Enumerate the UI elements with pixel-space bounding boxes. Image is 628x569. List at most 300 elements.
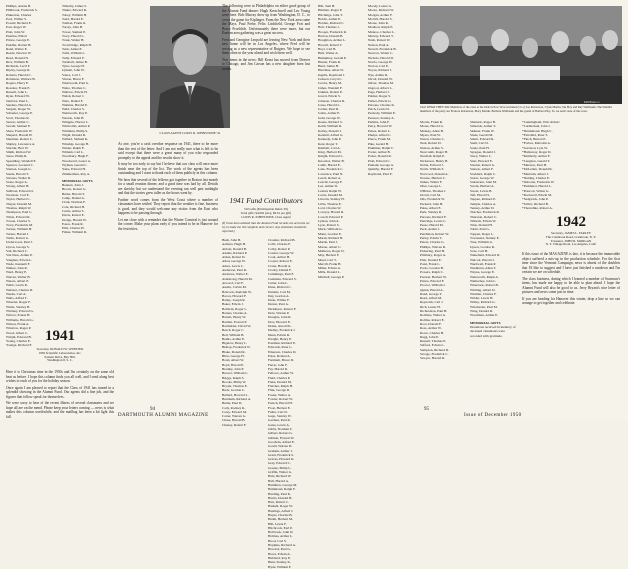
paragraph: The class business, during which I learned a number of Swanson's items, has made me happy to be able to plan ahead. I hope the Alumni Fund will also be good to us. Jerry Bryant's nice letter of pictures and news came just in time. <box>522 276 620 294</box>
memorial-name: *Cunningham, Wm. Robert <box>522 120 560 124</box>
contributor-name: Whitman, Philip S. <box>62 128 88 133</box>
contributor-name: Cady, Rodney K. <box>222 405 246 410</box>
memorial-name: *Marston, Paul H. <box>522 162 547 167</box>
footer-issue-date: Issue of December 1950 <box>464 413 522 418</box>
contributor-name: Holbrook, John D. <box>268 530 294 535</box>
memorial-name: *Talbot, Richard B. <box>522 201 549 206</box>
contributor-name: Keith, William R. <box>318 124 343 129</box>
contributor-name: Norris, George H. <box>368 59 393 64</box>
contributor-name: Turner, Harold J. <box>6 231 30 236</box>
memorial-name: *Langdon, Gerald T. <box>522 158 551 163</box>
secretary-line: Washington 8, S. C. <box>47 358 73 363</box>
contributor-name: Lyman, John A. <box>318 218 340 223</box>
contributor-name: Vaughan, Edwin L. <box>6 257 33 262</box>
contributor-name: Fiske, Donald M. <box>268 379 292 384</box>
contributor-name: Trask, Walter H. <box>62 38 85 43</box>
contributor-name: Tobin, Paul G. <box>470 227 490 232</box>
contributor-name: Abbott, Ronald B. <box>222 246 247 251</box>
contributor-name: Cook, Arthur H. <box>268 255 291 260</box>
memorial-name: Cole, Richard H. <box>62 204 85 209</box>
contributor-name: Marsh, Richard B. <box>318 236 344 241</box>
contributor-name: Hunt, Stanley K. <box>268 560 291 565</box>
memorial-name: Camp, Daniel A. <box>62 196 85 201</box>
contributor-name: Colby, Robert P. <box>268 246 291 251</box>
contributor-name: Mills, Donald L. <box>318 270 341 275</box>
memorial-name: Davis, Robert E. <box>62 213 85 218</box>
contributor-name: Miller, Edwin A. <box>318 266 341 271</box>
contributor-name: Rowe, Charles H. <box>420 330 445 335</box>
secretary-1942 <box>522 232 620 247</box>
contributor-name: Griffin, Walter G. <box>268 470 293 475</box>
contributor-name: Pendleton, Robert W. <box>420 231 450 236</box>
contributor-name: Stetson, Albert F. <box>470 167 494 172</box>
contributor-name: Hammond, Ralph F. <box>268 487 296 492</box>
contributor-name: Rand, George T. <box>420 291 443 296</box>
contributor-name: Philbrook, Frederick S. <box>6 8 38 13</box>
contributor-name: Warren, Walter B. <box>6 274 31 279</box>
contributor-name: Orcutt, Carl M. <box>420 193 441 198</box>
contributor-name: Houghton, Arthur L. <box>318 38 346 43</box>
contributor-name: Alden, Robert D. <box>222 255 246 260</box>
contributor-name: Rossiter, Frank E. <box>6 85 31 90</box>
contributor-name: Eastman, Richard E. <box>268 341 296 346</box>
contributor-name: Lovejoy, Harold R. <box>318 210 345 215</box>
contributor-name: Newhall, Ralph E. <box>420 154 446 159</box>
memorial-name: Dodge, Harold W. <box>62 217 87 222</box>
contributor-name: Knight, Edward L. <box>318 154 344 159</box>
contributor-name: Nichols, Harold D. <box>368 55 394 60</box>
contributor-name: Tenney, Arthur D. <box>470 205 495 210</box>
contributor-name: Fellows, Arthur W. <box>268 371 294 376</box>
contributor-name: Sinclair, Bert W. <box>6 145 29 150</box>
contributor-name: White, Stanley B. <box>6 304 31 309</box>
paragraph: It may be too early to say but I believe that our class will once more finish near the top of the list. The work of the agents has been outstanding and I want to thank each of them publicly in this column. <box>118 162 218 175</box>
page-number-right: 95 <box>424 407 429 412</box>
memorial-name: *Forbes, Malcolm A. <box>522 141 551 146</box>
contributor-name: Trowbridge, Ralph H. <box>62 42 92 47</box>
contributor-name: Seaver, Arthur C. <box>6 120 30 125</box>
contributor-name: Sullivan, Edward O. <box>6 188 34 193</box>
contributor-name: Patch, Lewis D. <box>368 107 390 112</box>
contributor-name: Mitchell, George P. <box>318 274 345 279</box>
contributor-name: Hitchings, John T. <box>318 12 343 17</box>
contributor-name: Phillips, Arlene B. <box>6 4 32 8</box>
memorial-name: *McLellan, Donald R. <box>522 167 553 172</box>
contributor-name: Oliver, Thomas M. <box>368 81 394 86</box>
contributor-name: O'Brien, Thomas J. <box>420 188 447 193</box>
contributors-column-r1 <box>318 4 366 279</box>
contributor-name: Quimby, Harold F. <box>368 167 394 172</box>
contributor-name: Fay, Harold R. <box>268 366 288 371</box>
contributor-name: Post, Roger W. <box>6 25 27 30</box>
contributor-name: Thurston, Robert C. <box>470 214 498 219</box>
contributor-name: Parsons, Richard F. <box>420 214 447 219</box>
contributor-name: Bemis, Arthur E. <box>222 336 245 341</box>
contributor-name: Zimmerman, Roy A. <box>62 171 91 176</box>
contributor-name: Grant, Frederick S. <box>268 452 294 457</box>
contributor-name: Timothy, James S. <box>62 4 87 8</box>
contributor-name: Nelson, Paul A. <box>368 42 390 47</box>
contributor-name: Dean, Wilbur F. <box>268 298 290 303</box>
contributor-name: Jacobs, Henry M. <box>318 81 342 86</box>
contributor-name: Little, Thomas E. <box>318 201 342 206</box>
contributor-name: Dunn, Edwin R. <box>268 332 291 337</box>
contributor-name: Mathews, Roger D. <box>318 248 345 253</box>
contributor-name: Swain, Herbert A. <box>470 184 495 189</box>
memorial-name: Ellis, Charles H. <box>62 226 85 231</box>
secretary-line: Secretary, JAMES L. FARLEY <box>550 231 591 235</box>
contributor-name: Mead, Carl T. <box>318 257 337 262</box>
contributor-name: Parsons, Charles K. <box>368 102 395 107</box>
contributor-name: Prentiss, Elliott <box>6 34 27 39</box>
contributor-name: Lincoln, Stanley H. <box>318 197 345 202</box>
contributors-column-1 <box>6 4 60 348</box>
contributor-name: Joslin, Arthur E. <box>318 111 341 116</box>
paragraph: If you are heading for Hanover this winter, drop a line so we can arrange to get together and celebrate. <box>522 296 620 305</box>
contributor-name: Slade, Gerald M. <box>470 132 494 137</box>
memorial-name: Bennett, John J. <box>62 183 84 188</box>
contributor-name: Taft, Harold S. <box>470 193 491 198</box>
contributor-name: Leland, Ralph W. <box>318 188 342 193</box>
contributor-name: Hastings, Alfred J. <box>268 508 294 513</box>
contributor-name: Harris, Donald H. <box>268 495 293 500</box>
contributor-name: Shaw, Frederick W. <box>6 128 33 133</box>
contributor-name: Hall, Harold A. <box>268 478 289 483</box>
contributor-name: Woodbury, Hugh F. <box>62 154 89 159</box>
memorial-gifts-column <box>522 120 620 210</box>
contributor-name: Starr, Howard E. <box>470 158 493 163</box>
memorial-name: Fisher, William D. <box>62 230 88 235</box>
contributor-name: Frost, Herbert E. <box>268 405 291 410</box>
contributor-name: Graves, Howard K. <box>268 457 295 462</box>
contributor-name: Towne, Charles S. <box>6 218 31 223</box>
contributor-name: Nash, Robert W. <box>368 38 391 43</box>
contributor-name: James, Wendell F. <box>318 85 343 90</box>
contributor-name: Winship, George B. <box>62 141 89 146</box>
paragraph: As one, you're a cash overdue response on 1941, there to be more than the rest of the letter. And I am not really sure what is left to be said except that there were a great many of you who responded promptly to the appeal and the results show it. <box>118 142 218 160</box>
contributor-name: Sargent, Roger W. <box>6 107 31 112</box>
contributor-name: Flint, George R. <box>268 388 290 393</box>
fund-stat-line: LOUIS R. JOHNSTONE, Class Agent <box>241 214 291 219</box>
contributor-name: Pillsbury, Roger A. <box>420 253 446 258</box>
contributor-name: Cushman, Edward S. <box>268 276 297 281</box>
contributor-name: Neal, Robert D. <box>420 141 442 146</box>
contributor-name: Strong, Albert H. <box>6 184 30 189</box>
right-page <box>314 0 628 420</box>
contributor-name: Noble, Edward J. <box>420 162 444 167</box>
contributor-name: Holmes, Arthur L. <box>268 534 293 539</box>
contributor-name: Webster, Charles D. <box>6 287 34 292</box>
contributor-name: Robinson, Wallace B. <box>6 77 36 82</box>
contributor-name: Armstrong, Harold M. <box>222 276 253 281</box>
contributor-name: Brewer, William C. <box>222 371 249 376</box>
contributor-name: Bell, William B. <box>222 332 245 337</box>
contributor-name: Osgood, Albert L. <box>368 85 393 90</box>
contributor-name: Wentworth, Roy E. <box>62 111 89 116</box>
contributor-name: Tyler, George H. <box>62 64 85 69</box>
group-photo-image <box>420 6 622 104</box>
contributor-name: Jewett, Edwin S. <box>318 94 341 99</box>
photo-caption: 1941 WHAT THEY DO: Members of the class at the Detroit Pow Wow included (l to r) Joe Robertson, Clyde Martin, Stu Hoy and Ray Wallbaum. The Smaller members of the party are Frances Robertson, Mary Martin, Barbara Wallbaum and the grand of Barbara Hoy. So we aren't sure of the score. <box>420 105 612 113</box>
contributor-name: Whitney, Edward G. <box>6 309 34 314</box>
contributor-name: Stearns, Robert G. <box>470 162 496 167</box>
contributor-name: Pratt, John W. <box>6 29 26 34</box>
contributor-name: Hobbs, Arthur P. <box>318 16 341 21</box>
contributor-name: Thacher, Frederick R. <box>470 210 500 215</box>
contributor-name: Winter, Ralph E. <box>62 145 85 150</box>
contributor-name: Weston, John H. <box>62 115 85 120</box>
contributor-name: Ingalls, Raymond J. <box>318 72 346 77</box>
contributor-name: Bryant, Thomas E. <box>222 384 248 389</box>
contributor-name: Roberts, Harold C. <box>6 72 32 77</box>
contributor-name: Dole, Warren P. <box>268 311 290 316</box>
contributor-name: Hunter, Frank R. <box>318 59 341 64</box>
contributor-name: Edwards, Peter L. <box>268 345 293 350</box>
contributor-name: Thompson, Paul C. <box>6 210 33 215</box>
contributor-name: Willard, Samuel K. <box>62 137 89 142</box>
contributor-name: Temple, Charles A. <box>470 201 497 206</box>
contributor-name: Phelps, Alfred C. <box>368 132 392 137</box>
contributor-name: Chase, Harold B. <box>222 418 246 423</box>
contributor-name: Perley, Edwin T. <box>420 236 443 241</box>
contributor-name: Witham, Carl L. <box>62 150 85 155</box>
contributor-name: Underwood, Paul J. <box>6 240 33 245</box>
contributor-name: Waters, Albert E. <box>6 279 30 283</box>
contributor-name: Heath, Herbert M. <box>268 517 293 522</box>
contributor-name: French, Harold H. <box>268 401 293 406</box>
contributor-name: Powell, Richard E. <box>6 21 32 26</box>
contributor-name: Pease, Harold M. <box>420 223 444 228</box>
paragraph: We hear that several of the fellows got together in Boston last month for a small reunion dinner, and a good time was had by all. Details are sketchy but we understand the evening ran well past midnight and that the stories grew taller as the hours went by. <box>118 177 218 195</box>
contributor-name: Tower, Samuel P. <box>62 29 86 34</box>
contributor-name: Whittier, Charles F. <box>470 291 497 296</box>
contributor-name: Buck, Gordon C. <box>222 388 246 393</box>
contributor-name: Blake, Donald R. <box>222 349 246 354</box>
contributor-name: Leavitt, George F. <box>318 180 343 185</box>
contributor-name: Dow, Howard E. <box>268 319 291 324</box>
contributor-name: Morgan, Arthur F. <box>368 12 393 17</box>
contributor-name: Hale, Richard W. <box>268 474 292 479</box>
contributor-name: Soule, Paul H. <box>470 145 490 150</box>
contributor-name: Emerson, Charles D. <box>268 349 297 354</box>
contributor-name: Winchester, Paul M. <box>470 304 498 309</box>
secretary-line: 1939 Scientific Laboratories, Inc. <box>38 350 82 355</box>
contributor-name: Hull, Walter A. <box>318 51 339 56</box>
memorial-name: Burke, Harold T. <box>62 191 85 196</box>
contributor-name: Anderson, Paul R. <box>222 268 247 273</box>
paragraph: Once again I am pleased to report that the Class of 1941 has turned in a splendid showing in the Alumni Fund. Our agents did a fine job, and the figures that follow speak for themselves. <box>6 385 114 399</box>
memorial-name: *Rockwell, Edwin M. <box>522 193 552 198</box>
contributor-name: Foster, Walter A. <box>268 392 291 397</box>
contributor-name: Snell, Carl D. <box>470 141 489 146</box>
contributor-name: Whipple, Horace L. <box>62 120 89 125</box>
contributor-name: Douglas, John R. <box>268 315 292 320</box>
contributor-name: Barnes, Charles A. <box>222 311 248 316</box>
contributor-name: Parker, Edwin G. <box>368 98 392 103</box>
contributor-name: Crane, Harold A. <box>268 263 292 268</box>
contributor-name: Robbins, Walter A. <box>420 313 446 318</box>
contributor-name: Wadsworth, Paul G. <box>62 81 90 86</box>
contributor-name: Read, Alfred M. <box>420 296 443 301</box>
memorial-line: recorded with gratitude. <box>470 333 503 338</box>
memorial-heading-right: MEMORIAL GIFTS <box>470 320 501 325</box>
contributor-name: Pond, Frank L. <box>420 261 441 266</box>
contributor-name: Allen, George W. <box>222 259 246 264</box>
contributor-name: Bigelow, Henry L. <box>222 341 248 346</box>
contributor-name: Hubbard, Roy E. <box>268 555 291 560</box>
contributor-name: Rich, Lester H. <box>420 304 441 309</box>
contributor-name: Hurd, James H. <box>318 64 340 69</box>
contributor-name: Pettee, Robert L. <box>368 128 391 133</box>
contributor-name: Peabody, William E. <box>368 111 396 116</box>
contributor-name: Upson, Gordon R. <box>470 244 495 249</box>
contributor-name: Perry, Howard W. <box>368 124 393 129</box>
memorial-name: *Hathaway, Roger D. <box>522 150 552 155</box>
contributor-name: Kimball, Carl A. <box>318 145 341 150</box>
contributor-name: Wheelock, Robert B. <box>470 283 499 288</box>
contributor-name: Putnam, George A. <box>368 162 394 167</box>
contributor-name: Bailey, Joseph R. <box>222 298 246 303</box>
contributor-name: Poole, Gordon B. <box>420 266 444 271</box>
contributor-name: Sweet, Lewis B. <box>470 188 493 193</box>
contributor-name: Hood, Carl S. <box>268 538 287 543</box>
contributor-name: Ober, George L. <box>420 184 443 189</box>
memorial-name: *Carmichael, John J. <box>522 124 551 129</box>
memorial-name: *Prescott, Walter G. <box>522 188 550 193</box>
contributor-name: Bliss, George H. <box>222 354 245 359</box>
contributor-name: Hill, Lewis F. <box>268 521 287 526</box>
memorial-name: *Osborne, Frederick W. <box>522 180 555 185</box>
contributor-name: Wheeler, Roger F. <box>6 300 31 305</box>
contributor-name: Rice, William B. <box>6 59 29 64</box>
contributor-name: Winslow, Roger P. <box>6 326 32 331</box>
contributor-name: Stone, Roger A. <box>6 180 28 185</box>
contributor-name: Vose, Carl H. <box>470 248 489 253</box>
class-year-1941: 1941 <box>45 328 75 344</box>
contributor-name: Willey, Richard G. <box>470 300 496 305</box>
contributors-column-2 <box>62 4 114 235</box>
memorial-name: *Merriam, Albert J. <box>522 171 549 176</box>
contributor-name: Morse, Harold G. <box>420 124 444 129</box>
contributor-name: Humphrey, Gerald P. <box>318 55 347 60</box>
contributor-name: Reed, Donald N. <box>6 55 29 60</box>
contributor-name: Thayer, Donald M. <box>6 201 32 206</box>
contributor-name: Platt, Donald E. <box>420 257 442 262</box>
contributor-name: Gardner, Paul R. <box>268 418 291 423</box>
contributor-name: Murray, Edward T. <box>368 34 394 39</box>
contributor-name: Rogers, Harry E. <box>6 81 29 86</box>
contributor-name: Stoddard, Ralph C. <box>470 171 496 176</box>
paragraph: Two items in the news: Bill Keast has moved from Denver to Chicago, and Jim Carson has a new daughter born last month. <box>222 57 310 71</box>
contributor-name: Sturtevant, John M. <box>470 180 497 185</box>
contributor-name: Preston, Herbert W. <box>420 274 447 279</box>
contributor-name: Hitchcock, Earl P. <box>268 525 293 530</box>
contributor-name: Austin, Calvin M. <box>222 285 247 290</box>
fund-stat-line: 510 Gifts (Participation Index: 95) <box>243 207 289 211</box>
class-year-1942: 1942 <box>556 214 586 230</box>
contributor-name: Lamb, Harold E. <box>318 162 341 167</box>
contributor-name: Cheney, Robert F. <box>222 422 247 427</box>
contributor-name: May, Herbert F. <box>318 253 340 258</box>
paragraph: Further word comes from the West Coast where a number of classmates have settled. They report that the weather is fine, business is good, and they would welcome any visitor from the East who happens to be passing through. <box>118 197 218 215</box>
contributor-name: Wright, Edward B. <box>6 334 32 339</box>
contributor-name: Page, Herbert J. <box>368 89 390 94</box>
contributor-name: Goodwin, Alfred E. <box>268 439 295 444</box>
detroit-pow-wow-photo <box>420 6 622 104</box>
contributor-name: Cutler, John L. <box>268 280 289 285</box>
contributor-name: Reade, Newton W. <box>6 51 32 56</box>
contributor-name: King, Herbert M. <box>318 150 342 155</box>
contributors-column-r4 <box>470 120 518 338</box>
contributor-name: Ryan, Edward W. <box>6 94 30 99</box>
contributor-name: Wakefield, Edward D. <box>470 253 501 258</box>
contributor-name: Vail, Richard C. <box>6 248 28 253</box>
contributor-name: Savage, Frederick C. <box>420 352 449 357</box>
contributor-name: Howard, Paul G. <box>268 547 291 552</box>
contributor-name: Holden, Richard C. <box>318 21 345 26</box>
contributor-name: North, William T. <box>420 167 444 172</box>
contributor-name: Nourse, Herbert C. <box>420 175 446 180</box>
contributor-name: Hopkins, Richard A. <box>268 543 296 548</box>
contributor-name: Sprague, Donald J. <box>470 150 496 155</box>
contributor-name: Atwood, Carl F. <box>222 280 244 285</box>
contributor-name: Simonds, Arthur T. <box>470 124 496 129</box>
contributor-name: Kennedy, John P. <box>318 137 342 142</box>
contributor-name: Tolman, Frank O. <box>62 21 87 26</box>
contributor-name: Pulsifer, Robert B. <box>6 42 32 47</box>
contributor-name: Kent, Roger T. <box>318 141 339 146</box>
contributor-name: Batchelder, David W. <box>222 323 252 328</box>
paragraph: The following were at Philadelphia on either good group of the Alumni Fund dinner: Hugh Kerschwell and Leo Young were here. Bob Murray drew up from Washington, D. C., to cover the game for Kiplinger. From the New York area came the Mays, Paul Frehe, Felix Litchfield, George Fort and Bruce Froehlich. Unfortunately there were more, but our Eastern area gathering was a great success. <box>222 4 310 35</box>
contributor-name: Perkins, John F. <box>368 120 390 125</box>
contributor-name: Tappan, Richard E. <box>470 197 497 202</box>
contributor-name: Lewis, Donald M. <box>318 193 343 198</box>
contributor-name: Tobey, William H. <box>62 12 87 17</box>
contributor-name: Wilcox, Ernest H. <box>6 313 31 318</box>
contributor-name: Smart, Edward R. <box>470 137 495 142</box>
contributor-name: Adams, Richard P. <box>222 250 248 255</box>
secretary-line: N. T. Vintage Road, Los Angeles, Calif. <box>545 242 597 247</box>
contributor-name: Babcock, Rudolph W. <box>222 289 252 294</box>
memorial-line: Donations received in memory of <box>470 324 516 329</box>
fund-stat-line: Total gifts: $4,902 (Avg. $9.61 per gift) <box>240 210 292 215</box>
contributor-name: Tuttle, Robert G. <box>6 236 30 241</box>
contributor-name: Shipley, Lawrence A. <box>6 141 36 146</box>
contributor-name: Moody, Lester G. <box>368 4 392 8</box>
contributor-name: Crosby, Daniel F. <box>268 268 292 273</box>
contributor-name: Wing, Donald R. <box>470 309 494 314</box>
contributor-name: Howell, Robert T. <box>318 42 343 47</box>
contributor-name: Gray, Edward C. <box>268 461 291 466</box>
contributor-name: Whitcomb, Arthur P. <box>62 124 91 129</box>
contributor-name: Barrett, Henry W. <box>222 315 247 320</box>
contributor-name: Butler, Paul D. <box>222 401 243 406</box>
contributor-name: Hutchins, Allan W. <box>318 68 344 73</box>
contributor-name: Tufts, William L. <box>62 51 86 56</box>
contributor-name: Day, Gordon A. <box>268 293 290 298</box>
contributor-name: Bacon, Howard F. <box>222 293 247 298</box>
contributor-name: Storer, George W. <box>470 175 495 180</box>
footer-magazine-title: DARTMOUTH ALUMNI MAGAZINE <box>118 413 209 418</box>
contributor-name: Kendall, Alfred G. <box>318 132 344 137</box>
contributor-name: Taylor, Herbert C. <box>6 197 31 202</box>
contributor-name: Estes, Roland A. <box>268 354 291 359</box>
contributor-name: Newell, Frederick B. <box>368 46 397 51</box>
contributor-name: Tracy, Harold L. <box>62 34 85 39</box>
contributor-name: Rand, Walter E. <box>6 46 28 51</box>
contributor-name: Phillips, Warren R. <box>420 244 446 249</box>
contributor-name: Farnham, Bruce D. <box>268 358 294 363</box>
